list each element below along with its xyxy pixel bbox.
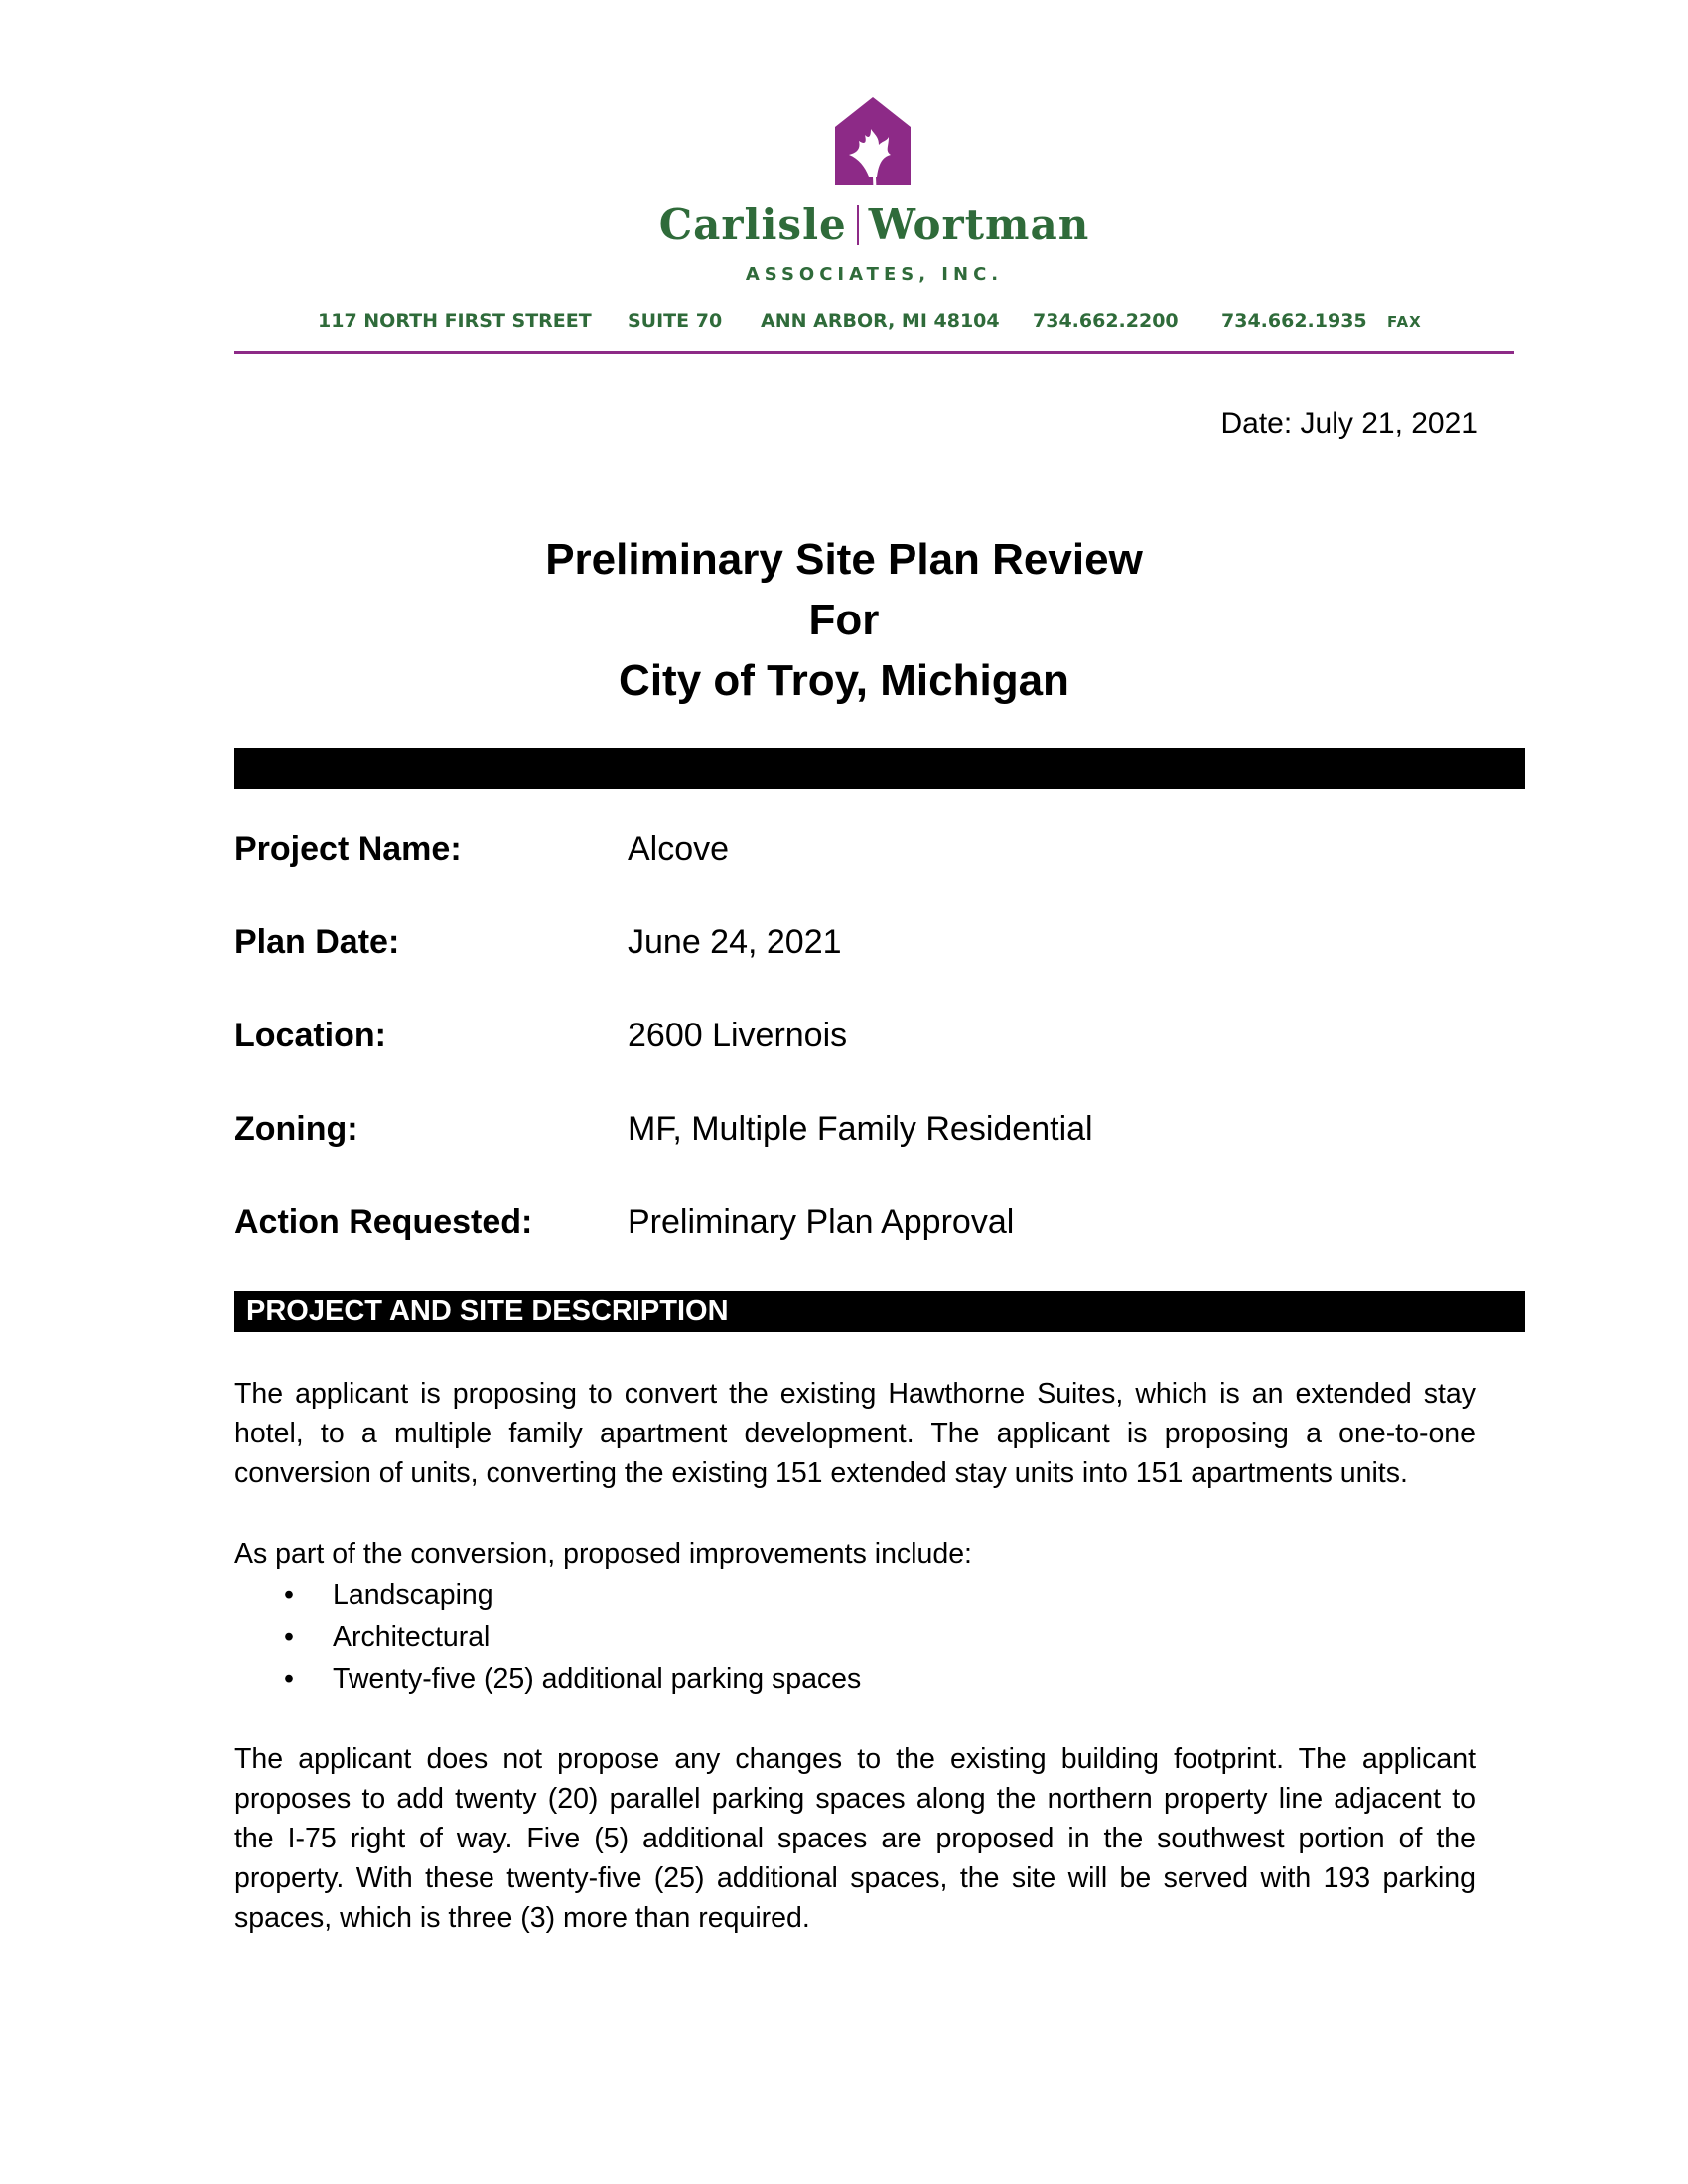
info-row-action-requested xyxy=(234,1203,1525,1297)
info-row-zoning xyxy=(234,1110,1525,1203)
description-paragraph-1: The applicant is proposing to convert the existing Hawthorne Suites, which is an extended stay hotel, to a multiple family apartment development. The applicant is proposing a one-to-one conversion of units, converting the existing 151 extended stay units into 151 apartments units. xyxy=(234,1378,1476,1489)
document-title xyxy=(0,529,1688,711)
list-item-text: Twenty-five (25) additional parking spaces xyxy=(333,1663,862,1695)
description-paragraph-3: The applicant does not propose any changes to the existing building footprint. The applicant proposes to add twenty (20) parallel parking spaces along the northern property line adjacent to the I-75 right of way. Five (5) additional spaces are proposed in the southwest portion of the property. With these twenty-five (25) additional spaces, the site will be served with 193 parking spaces, which is three (3) more than required. xyxy=(234,1743,1476,1934)
company-name xyxy=(234,201,1514,249)
address-street: 117 NORTH FIRST STREET xyxy=(318,310,592,332)
info-label: Action Requested: xyxy=(234,1203,533,1241)
list-item-text: Landscaping xyxy=(333,1579,493,1611)
letterhead-divider xyxy=(234,351,1514,354)
list-item-text: Architectural xyxy=(333,1621,491,1653)
bullet-icon: • xyxy=(284,1579,294,1611)
company-name-left: Carlisle xyxy=(658,201,847,249)
phone-number: 734.662.2200 xyxy=(1033,310,1179,332)
title-line-1: Preliminary Site Plan Review xyxy=(545,535,1143,584)
bullet-icon: • xyxy=(284,1621,294,1653)
bullet-icon: • xyxy=(284,1663,294,1695)
info-value: June 24, 2021 xyxy=(628,923,842,961)
title-line-3: City of Troy, Michigan xyxy=(619,656,1069,705)
improvements-list xyxy=(234,1574,1426,1700)
letterhead xyxy=(234,79,1514,355)
address-suite: SUITE 70 xyxy=(628,310,723,332)
title-line-2: For xyxy=(808,596,880,644)
info-row-project-name xyxy=(234,830,1525,923)
fax-number: 734.662.1935 xyxy=(1221,310,1367,332)
company-name-divider xyxy=(857,205,859,245)
info-row-plan-date xyxy=(234,923,1525,1017)
list-item xyxy=(234,1574,1426,1616)
fax-label: FAX xyxy=(1387,313,1422,331)
list-item xyxy=(234,1616,1426,1658)
list-item xyxy=(234,1658,1426,1700)
info-label: Zoning: xyxy=(234,1110,358,1148)
info-value: 2600 Livernois xyxy=(628,1017,848,1054)
address-city: ANN ARBOR, MI 48104 xyxy=(761,310,1000,332)
info-row-location xyxy=(234,1017,1525,1110)
company-subtitle: ASSOCIATES, INC. xyxy=(745,264,1004,285)
black-divider-bar xyxy=(234,748,1525,789)
document-date: Date: July 21, 2021 xyxy=(1220,407,1477,440)
info-value: Alcove xyxy=(628,830,730,868)
improvements-intro: As part of the conversion, proposed improvements include: xyxy=(234,1538,972,1570)
info-label: Location: xyxy=(234,1017,386,1054)
company-name-right: Wortman xyxy=(868,201,1090,249)
project-info-table xyxy=(234,830,1525,1297)
house-leaf-logo-icon xyxy=(835,97,911,189)
section-header: PROJECT AND SITE DESCRIPTION xyxy=(234,1291,1525,1332)
info-label: Plan Date: xyxy=(234,923,400,961)
info-label: Project Name: xyxy=(234,830,462,868)
info-value: Preliminary Plan Approval xyxy=(628,1203,1015,1241)
info-value: MF, Multiple Family Residential xyxy=(628,1110,1093,1148)
